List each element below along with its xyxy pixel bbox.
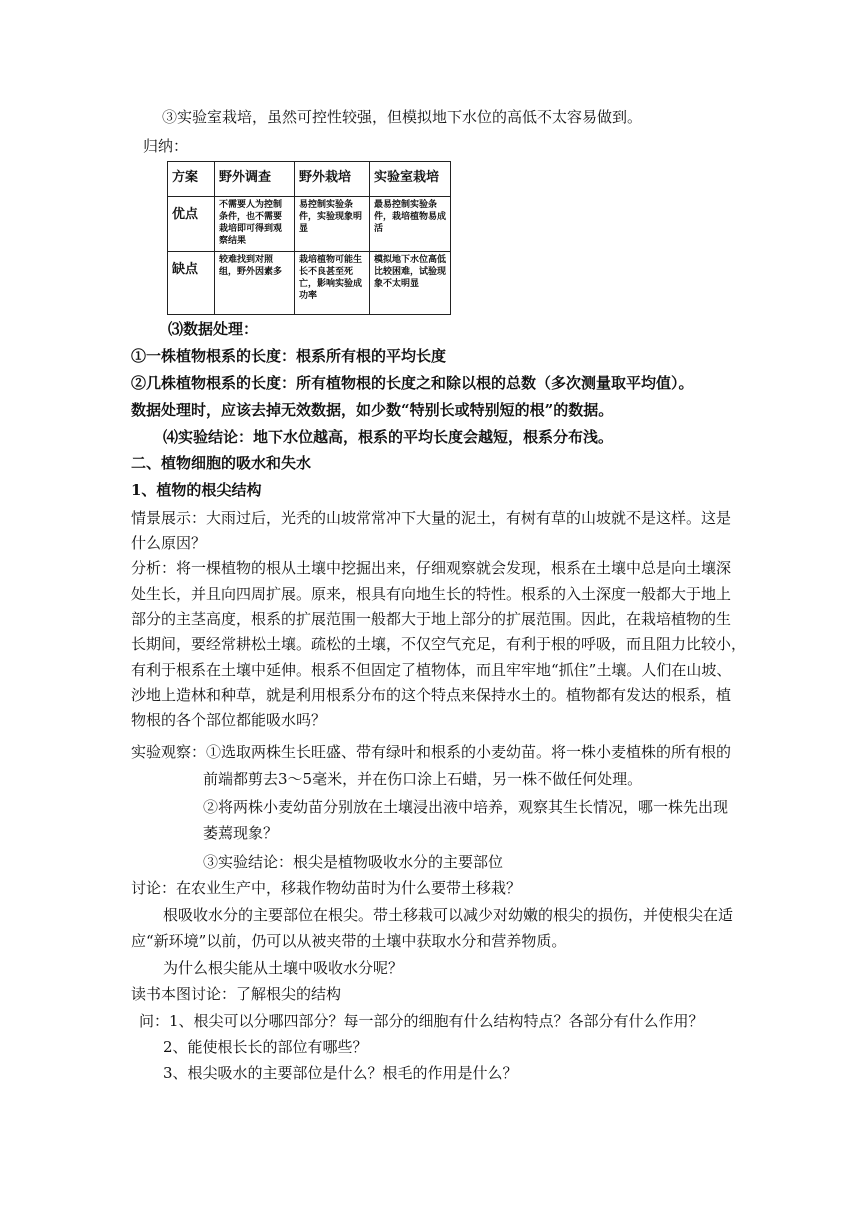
text-line: 讨论：在农业生产中，移栽作物幼苗时为什么要带土移栽？ [131,879,522,897]
table-row-label: 缺点 [168,252,215,315]
table-header: 野外栽培 [295,162,370,197]
text-line: 归纳： [143,137,189,155]
text-line: ③实验结论：根尖是植物吸收水分的主要部位 [203,853,504,871]
table-row-label: 优点 [168,197,215,252]
text-line: 2、能使根长长的部位有哪些？ [163,1038,368,1056]
text-line: 为什么根尖能从土壤中吸收水分呢？ [163,959,404,977]
text-line: 什么原因？ [131,534,207,552]
table-cell: 模拟地下水位高低比较困难，试验现象不太明显 [370,252,451,315]
text-line: ①一株植物根系的长度：根系所有根的平均长度 [131,347,447,365]
text-line: 前端都剪去3～5毫米，并在伤口涂上石蜡，另一株不做任何处理。 [203,770,643,788]
table-header: 方案 [168,162,215,197]
section-heading: ⑶数据处理： [168,320,259,338]
table-cell: 栽培植物可能生长不良甚至死亡，影响实验成功率 [295,252,370,315]
text-line: ⑷实验结论：地下水位越高，根系的平均长度会越短，根系分布浅。 [163,428,614,446]
text-line: 根吸收水分的主要部位在根尖。带土移栽可以减少对幼嫩的根尖的损伤，并使根尖在适 [163,906,734,924]
text-line: 情景展示：大雨过后，光秃的山坡常常冲下大量的泥土，有树有草的山坡就不是这样。这是 [131,509,732,527]
text-line: 部分的主茎高度，根系的扩展范围一般都大于地上部分的扩展范围。因此，在栽培植物的生 [131,610,732,628]
text-line: 实验观察：①选取两株生长旺盛、带有绿叶和根系的小麦幼苗。将一株小麦植株的所有根的 [131,743,732,761]
table-cell: 最易控制实验条件，栽培植物易成活 [370,197,451,252]
text-line: 数据处理时，应该去掉无效数据，如少数“特别长或特别短的根”的数据。 [131,401,614,419]
text-line: 处生长，并且向四周扩展。原来，根具有向地生长的特性。根系的入土深度一般都大于地上 [131,585,732,603]
text-line: 长期间，要经常耕松土壤。疏松的土壤，不仅空气充足，有利于根的呼吸，而且阻力比较小， [131,635,747,653]
text-line: ②几株植物根系的长度：所有植物根的长度之和除以根的总数（多次测量取平均值）。 [131,374,694,392]
comparison-table [167,161,451,315]
text-line: 应“新环境”以前，仍可以从被夹带的土壤中获取水分和营养物质。 [131,932,567,950]
text-line: ②将两株小麦幼苗分别放在土壤浸出液中培养，观察其生长情况，哪一株先出现 [203,798,729,816]
text-line: 萎蔫现象？ [203,824,279,842]
table-cell: 易控制实验条件，实验现象明显 [295,197,370,252]
section-heading: 1、植物的根尖结构 [131,481,262,499]
table-header: 野外调查 [215,162,295,197]
text-line: 问：1、根尖可以分哪四部分？每一部分的细胞有什么结构特点？各部分有什么作用？ [139,1012,704,1030]
text-line: 物根的各个部位都能吸水吗？ [131,711,327,729]
section-heading: 二、植物细胞的吸水和失水 [131,454,312,472]
text-line: 分析：将一棵植物的根从土壤中挖掘出来，仔细观察就会发现，根系在土壤中总是向土壤深 [131,559,732,577]
table-cell: 较难找到对照组，野外因素多 [215,252,295,315]
table-cell: 不需要人为控制条件，也不需要栽培即可得到观察结果 [215,197,295,252]
text-line: 3、根尖吸水的主要部位是什么？根毛的作用是什么？ [163,1064,518,1082]
text-line: 沙地上造林和种草，就是利用根系分布的这个特点来保持水土的。植物都有发达的根系，植 [131,686,732,704]
text-line: 有利于根系在土壤中延伸。根系不但固定了植物体，而且牢牢地“抓住”土壤。人们在山坡、 [131,661,732,679]
table-header: 实验室栽培 [370,162,451,197]
text-line: ③实验室栽培，虽然可控性较强，但模拟地下水位的高低不太容易做到。 [162,108,643,126]
text-line: 读书本图讨论：了解根尖的结构 [131,985,342,1003]
